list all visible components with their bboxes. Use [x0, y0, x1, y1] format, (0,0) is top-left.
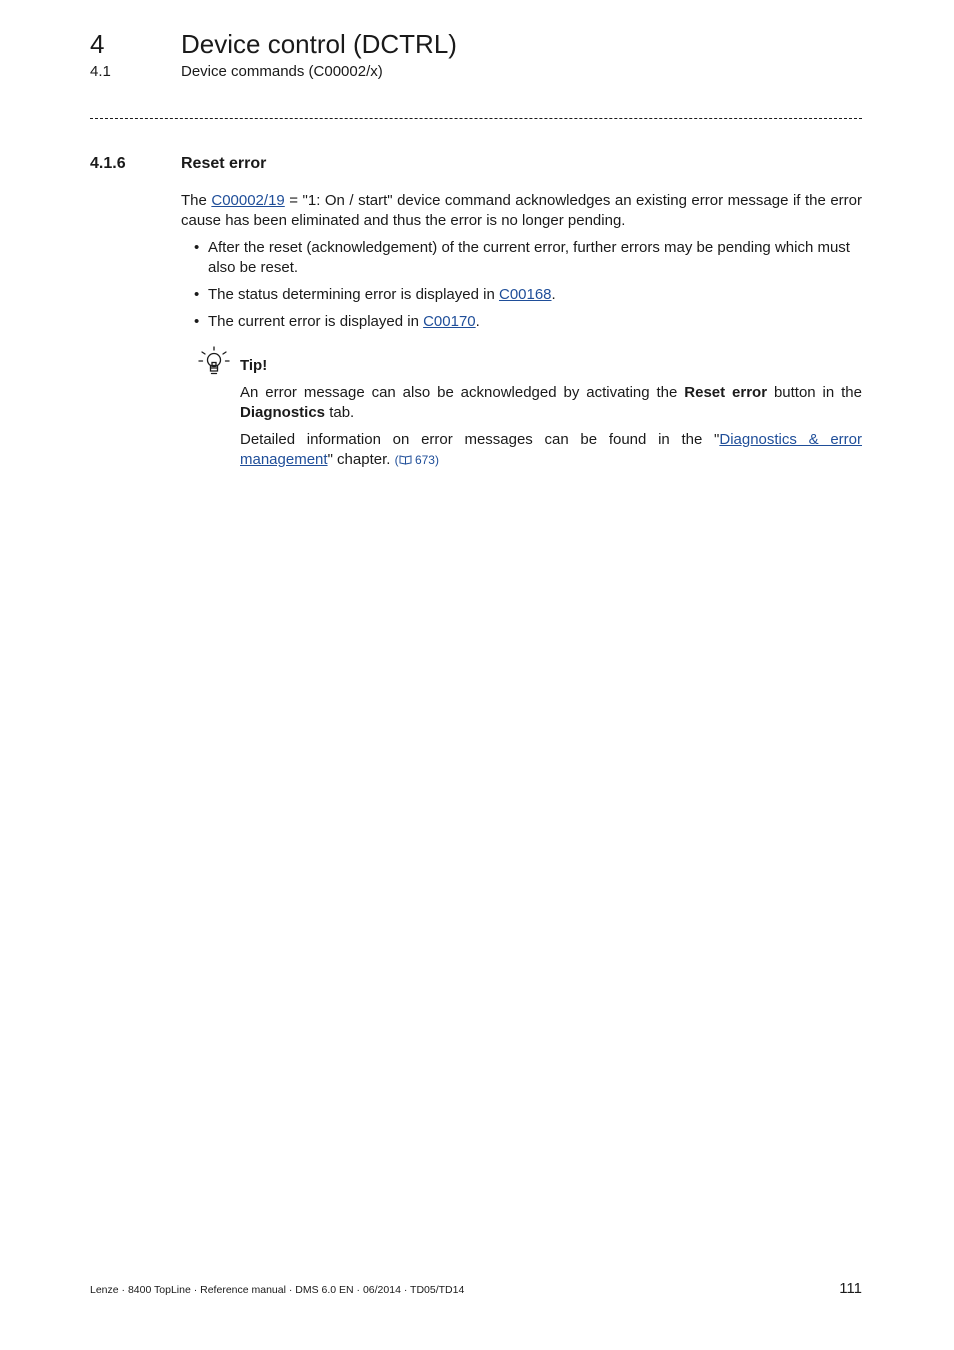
- intro-prefix: The: [181, 192, 212, 209]
- footer-text: Lenze · 8400 TopLine · Reference manual · DMS 6.0 EN · 06/2014 · TD05/TD14: [90, 1284, 465, 1296]
- code-link-c00168[interactable]: C00168: [498, 285, 552, 303]
- list-item: [194, 238, 862, 277]
- bullet-text: After the reset (acknowledgement) of the current error, further errors may be pending which must also be reset.: [208, 239, 850, 276]
- tip-paragraph-1: [240, 383, 862, 422]
- intro-suffix: = "1: On / start" device command acknowledges an existing error message if the error cause has been eliminated and thus the error is no longer pending.: [181, 192, 862, 229]
- list-item: [194, 312, 862, 332]
- tip-text: An error message can also be acknowledged by activating the: [240, 384, 685, 401]
- subsection-title: Reset error: [181, 155, 267, 172]
- page-ref-close: ): [434, 452, 439, 467]
- list-item: [194, 285, 862, 305]
- section-title: Device commands (C00002/x): [181, 63, 383, 80]
- intro-paragraph: [181, 191, 862, 230]
- bullet-text: The current error is displayed in: [208, 312, 424, 330]
- bullet-marker: •: [194, 312, 200, 330]
- header-divider: [90, 118, 862, 119]
- chapter-title: Device control (DCTRL): [181, 29, 457, 59]
- bullet-marker: •: [194, 285, 200, 303]
- bullet-text: The status determining error is displayed in: [208, 285, 499, 303]
- diagnostics-term: Diagnostics: [240, 403, 326, 421]
- bullet-suffix: .: [551, 285, 556, 303]
- section-number: 4.1: [90, 63, 111, 80]
- page-ref-open: (: [394, 452, 399, 467]
- book-icon: [399, 454, 412, 465]
- tip-text: " chapter.: [327, 450, 395, 468]
- tip-text: tab.: [325, 403, 355, 421]
- page-reference-link[interactable]: [395, 453, 439, 467]
- tip-text: button in the: [767, 384, 862, 401]
- page-number: 111: [839, 1280, 862, 1297]
- diagnostics-chapter-link[interactable]: Diagnostics & error management: [240, 431, 862, 468]
- code-link-c00002-19[interactable]: C00002/19: [211, 192, 285, 209]
- chapter-number: 4: [90, 29, 105, 59]
- bullet-marker: •: [194, 239, 200, 256]
- tip-paragraph-2: [240, 430, 862, 470]
- tip-label: Tip!: [240, 357, 268, 374]
- page-ref-number: 673: [414, 452, 435, 467]
- code-link-c00170[interactable]: C00170: [423, 312, 476, 330]
- bullet-suffix: .: [475, 312, 480, 330]
- bullet-list: [194, 238, 862, 339]
- subsection-number: 4.1.6: [90, 155, 126, 172]
- tip-text: Detailed information on error messages can be found in the ": [240, 431, 720, 448]
- lightbulb-icon: [197, 345, 231, 379]
- reset-error-term: Reset error: [684, 384, 768, 401]
